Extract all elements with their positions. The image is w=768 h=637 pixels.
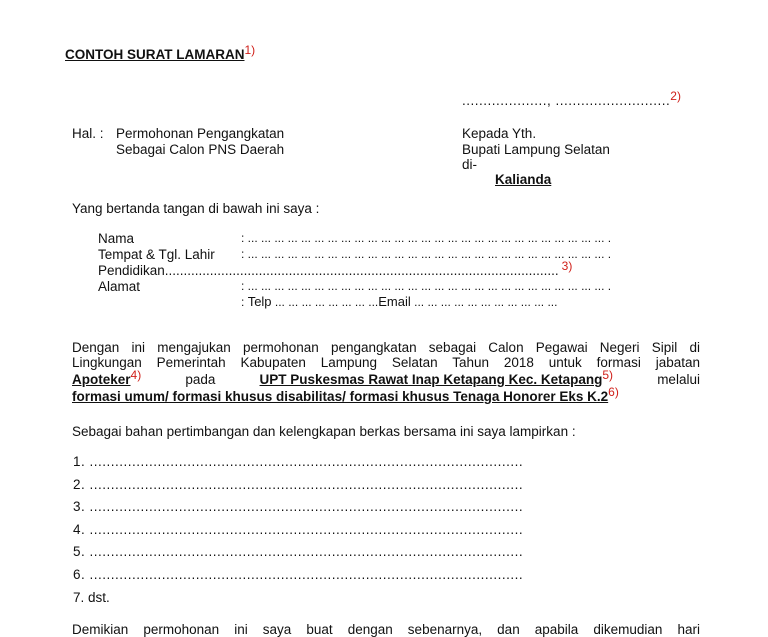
telp-dots: ... ... ... ... ... ... ... ... xyxy=(274,295,379,309)
letter-title xyxy=(65,43,256,62)
ttl-value: : ... ... ... ... ... ... ... ... ... ... ... ... ... ... ... ... ... ... ... ... ... ... ... ... ... ... ... . xyxy=(241,247,612,261)
body-line-3 xyxy=(72,368,700,387)
date-footnote: 2) xyxy=(670,89,681,103)
unit-footnote: 5) xyxy=(602,368,614,382)
pendidikan-footnote: 3) xyxy=(561,259,573,273)
recipient-line-3: di- xyxy=(462,157,478,172)
pendidikan-text: Pendidikan......................................................................................................... xyxy=(98,263,559,278)
email-label: Email xyxy=(378,294,411,309)
jabatan-footnote: 4) xyxy=(130,368,142,382)
intro-text: Yang bertanda tangan di bawah ini saya : xyxy=(72,201,320,216)
title-text: CONTOH SURAT LAMARAN xyxy=(65,47,245,62)
melalui-text: melalui xyxy=(657,372,700,387)
jabatan-group xyxy=(72,368,142,387)
attachment-item: 4. ...................................................................................................... xyxy=(73,522,524,537)
recipient-city: Kalianda xyxy=(495,172,552,187)
recipient-line-1: Kepada Yth. xyxy=(462,126,537,141)
recipient-line-2: Bupati Lampung Selatan xyxy=(462,142,610,157)
subject-line-2: Sebagai Calon PNS Daerah xyxy=(116,142,285,157)
title-footnote: 1) xyxy=(244,43,256,57)
body-line-4 xyxy=(72,385,619,404)
attachment-item: 5. ...................................................................................................... xyxy=(73,544,524,559)
subject-label: Hal. : xyxy=(72,126,104,141)
telp-colon: : xyxy=(241,295,245,309)
attachment-item: 1. ...................................................................................................... xyxy=(73,454,524,469)
attachment-item: 6. ...................................................................................................... xyxy=(73,567,524,582)
subject-line-1: Permohonan Pengangkatan xyxy=(116,126,285,141)
jabatan-text: Apoteker xyxy=(72,372,131,387)
date-dots: ...................., ........................... xyxy=(462,93,671,108)
ttl-label: Tempat & Tgl. Lahir xyxy=(98,247,215,262)
pada-text: pada xyxy=(185,372,216,387)
nama-label: Nama xyxy=(98,231,135,246)
telp-email-line xyxy=(241,294,557,309)
attachment-item: 3. ...................................................................................................... xyxy=(73,499,524,514)
alamat-value: : ... ... ... ... ... ... ... ... ... ... ... ... ... ... ... ... ... ... ... ... ... ... ... ... ... ... ... . xyxy=(241,279,612,293)
formasi-text: formasi umum/ formasi khusus disabilitas/ formasi khusus Tenaga Honorer Eks K.2 xyxy=(72,389,609,404)
alamat-label: Alamat xyxy=(98,279,141,294)
date-line xyxy=(462,89,681,108)
unit-text: UPT Puskesmas Rawat Inap Ketapang Kec. Ketapang xyxy=(259,372,603,387)
body-line-1: Dengan ini mengajukan permohonan pengangkatan sebagai Calon Pegawai Negeri Sipil di xyxy=(72,340,700,355)
unit-group xyxy=(259,368,614,387)
nama-value: : ... ... ... ... ... ... ... ... ... ... ... ... ... ... ... ... ... ... ... ... ... ... ... ... ... ... ... . xyxy=(241,231,612,245)
attachments-intro: Sebagai bahan pertimbangan dan kelengkapan berkas bersama ini saya lampirkan : xyxy=(72,424,576,439)
formasi-footnote: 6) xyxy=(608,385,619,399)
closing-line-cut: Demikian permohonan ini saya buat dengan sebenarnya, dan apabila dikemudian hari xyxy=(72,622,700,637)
body-line-2: Lingkungan Pemerintah Kabupaten Lampung Selatan Tahun 2018 untuk formasi jabatan xyxy=(72,355,700,370)
telp-label: Telp xyxy=(247,294,272,309)
attachment-item: 7. dst. xyxy=(73,590,110,605)
attachment-item: 2. ...................................................................................................... xyxy=(73,477,524,492)
pendidikan-line xyxy=(98,259,573,278)
email-dots: ... ... ... ... ... ... ... ... ... ... ... xyxy=(414,295,558,309)
